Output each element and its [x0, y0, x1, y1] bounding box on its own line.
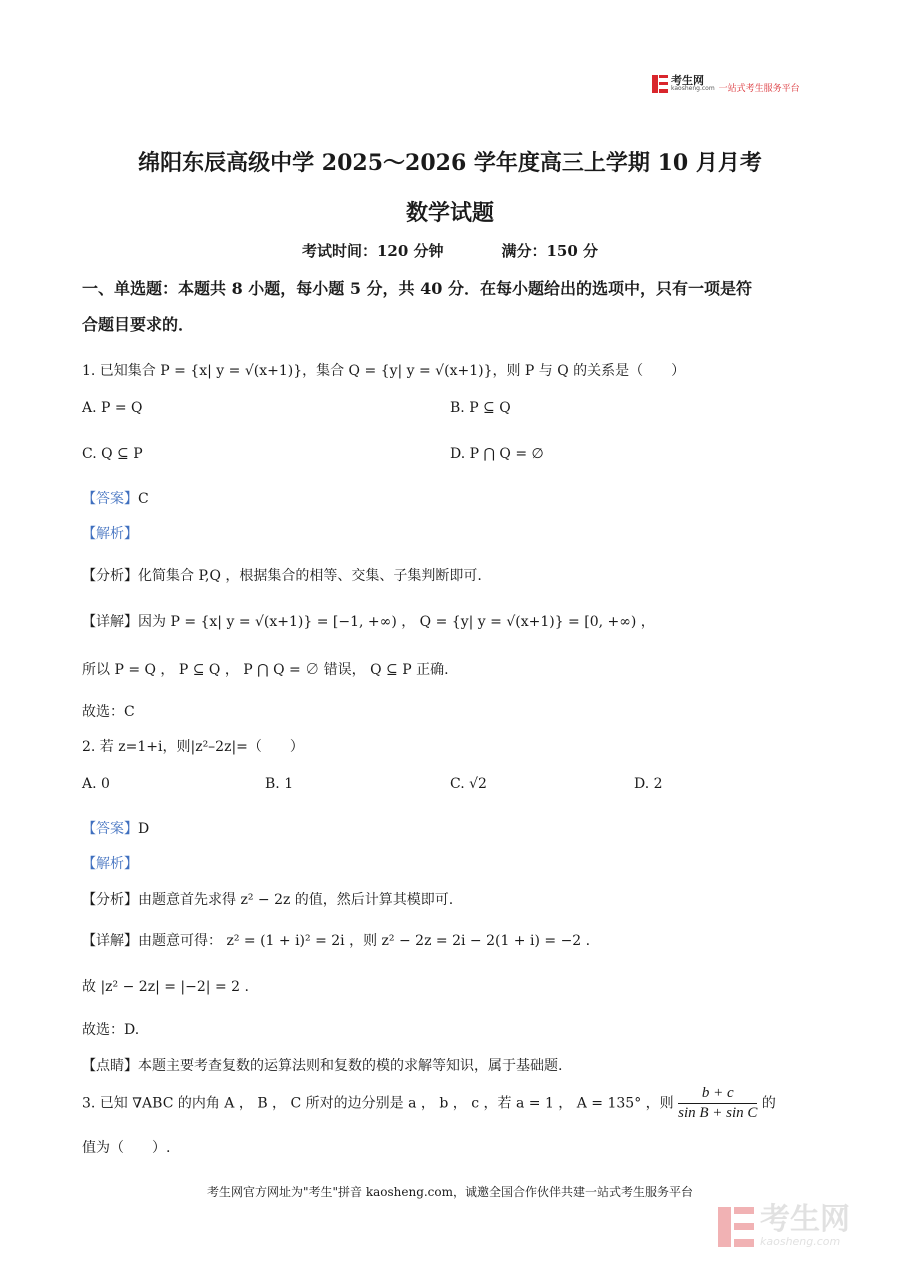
q2-gu: 故 |z² − 2z| = |−2| = 2 .: [82, 979, 249, 995]
q1-option-c: C. Q ⊆ P: [82, 446, 143, 462]
q2-answer-label: 【答案】: [82, 821, 138, 837]
q1-answer-label: 【答案】: [82, 491, 138, 507]
kaosheng-watermark: [718, 1202, 850, 1248]
q3-stem-tail: 的: [761, 1095, 776, 1112]
q3-fraction: [678, 1085, 757, 1122]
q2-xiangjie: 【详解】由题意可得： z² = (1 + i)² = 2i ，则 z² − 2z = 2i − 2(1 + i) = −2 .: [82, 933, 591, 949]
q2-answer-value: D: [138, 821, 150, 837]
kaosheng-logo[interactable]: [652, 73, 800, 94]
q1-option-a: A. P = Q: [82, 400, 143, 416]
watermark-domain: kaosheng.com: [760, 1235, 841, 1248]
exam-subject: 数学试题: [405, 200, 494, 226]
q2-stem: 2. 若 z=1+i，则|z²–2z|=（ ）: [82, 739, 304, 755]
q2-choice: 故选：D.: [82, 1022, 140, 1038]
exam-score: 满分：150 分: [501, 242, 599, 260]
q2-option-b: B. 1: [265, 776, 294, 792]
q1-choice: 故选：C: [82, 704, 135, 720]
q2-answer: [82, 818, 149, 838]
q3-stem: [82, 1085, 776, 1122]
watermark-name: 考生网: [760, 1202, 850, 1237]
q1-fenxi: 【分析】化简集合 P,Q ，根据集合的相等、交集、子集判断即可.: [82, 568, 482, 584]
q1-answer: [82, 488, 149, 508]
footer-text: 考生网官方网址为"考生"拼音 kaosheng.com，诚邀全国合作伙伴共建一站式考生服务平台: [206, 1185, 694, 1199]
q1-analysis-label: 【解析】: [82, 526, 138, 542]
q1-option-d: D. P ⋂ Q = ∅: [450, 446, 544, 462]
section-heading-line1: 一、单选题：本题共 8 小题，每小题 5 分，共 40 分．在每小题给出的选项中，只有一项是符: [82, 279, 752, 298]
q1-option-b: B. P ⊆ Q: [450, 400, 511, 416]
q3-fraction-numerator: b + c: [678, 1085, 757, 1104]
q2-analysis-label: 【解析】: [82, 856, 138, 872]
q2-option-d: D. 2: [634, 776, 663, 792]
logo-mark-icon: [652, 75, 668, 93]
q3-stem-line2: 值为（ ）.: [82, 1140, 171, 1156]
logo-domain: kaosheng.com: [671, 85, 715, 92]
q2-option-a: A. 0: [82, 776, 110, 792]
q3-fraction-denominator: sin B + sin C: [678, 1105, 758, 1121]
exam-title: 绵阳东辰高级中学 2025～2026 学年度高三上学期 10 月月考: [138, 150, 762, 176]
q1-answer-value: C: [138, 491, 149, 507]
q1-conclusion: 所以 P = Q ， P ⊆ Q ， P ⋂ Q = ∅ 错误， Q ⊆ P 正确.: [82, 662, 449, 678]
q1-stem: 1. 已知集合 P = {x| y = √(x+1)}，集合 Q = {y| y = √(x+1)}，则 P 与 Q 的关系是（ ）: [82, 363, 686, 379]
q2-dianjing: 【点睛】本题主要考查复数的运算法则和复数的模的求解等知识，属于基础题.: [82, 1058, 563, 1074]
q2-fenxi: 【分析】由题意首先求得 z² − 2z 的值，然后计算其模即可.: [82, 892, 454, 908]
section-heading-line2: 合题目要求的．: [82, 315, 195, 334]
watermark-mark-icon: [718, 1207, 754, 1247]
exam-time: 考试时间：120 分钟: [301, 242, 444, 260]
q1-xiangjie: 【详解】因为 P = {x| y = √(x+1)} = [−1, +∞) ， Q = {y| y = √(x+1)} = [0, +∞) ，: [82, 614, 655, 630]
exam-meta: [0, 240, 900, 261]
logo-slogan: 一站式考生服务平台: [718, 84, 800, 94]
q3-stem-main: 3. 已知 ∇ABC 的内角 A ， B ， C 所对的边分别是 a ， b ， c ，若 a = 1 ， A = 135° ，则: [82, 1095, 674, 1112]
logo-name: 考生网: [671, 74, 704, 87]
q2-option-c: C. √2: [450, 776, 487, 792]
